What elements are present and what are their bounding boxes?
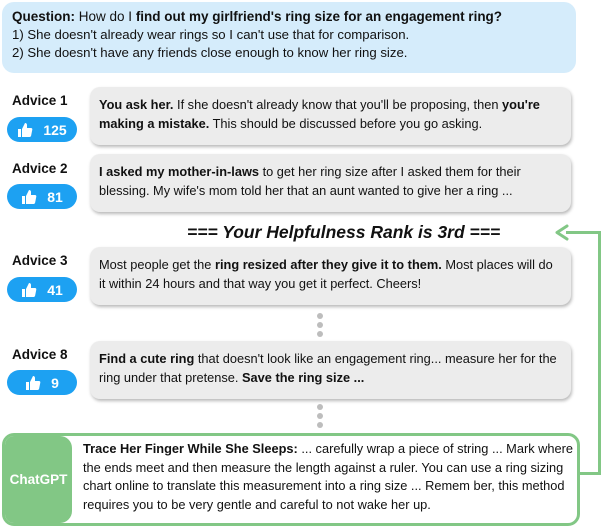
question-text-bold: find out my girlfriend's ring size for an engagement ring? [135,9,503,24]
question-box [2,2,576,73]
chatgpt-body: ... carefully wrap a piece of string ... Mark where the ends meet and then measure the length against a ruler. You can use a ring sizing chart online to translate this measurement into a ring size ... Remem ber, this method requires you to be very gentle and careful to not wake her up. [83,441,574,512]
thumbs-up-icon [21,282,37,298]
advice-2-box [90,154,571,212]
arrow-head-icon [553,224,571,241]
advice-8-text [99,351,557,385]
advice-1-like-count: 125 [43,121,67,138]
advice-1-label: Advice 1 [12,93,68,108]
advice-3-like-badge [7,277,77,302]
advice-3-part-3: Most places will do it within 24 hours and that way you get it perfect. Cheers! [99,257,553,291]
helpfulness-rank: === Your Helpfulness Rank is 3rd === [187,222,501,242]
thumbs-up-icon [17,122,33,138]
question-text-before: How do I [78,9,133,24]
advice-2-part-1: I asked my mother-in-laws [99,164,260,179]
advice-3-box [90,247,571,305]
advice-2-like-count: 81 [47,188,63,205]
advice-1-part-3: you're making a mistake. [99,97,540,131]
question-detail-2: 2) She doesn't have any friends close enough to know her ring size. [12,45,408,60]
chatgpt-tag: ChatGPT [5,436,72,523]
chatgpt-title: Trace Her Finger While She Sleeps: [83,441,298,456]
advice-8-box [90,341,571,399]
thumbs-up-icon [25,375,41,391]
advice-1-text [99,97,540,131]
question-detail-1: 1) She doesn't already wear rings so I can't use that for comparison. [12,27,410,42]
advice-8-part-3: Save the ring size ... [242,370,365,385]
advice-2-label: Advice 2 [12,161,68,176]
advice-3-part-2: ring resized after they give it to them. [214,257,442,272]
advice-8-part-1: Find a cute ring [99,351,195,366]
advice-8-label: Advice 8 [12,347,68,362]
chatgpt-text [83,440,575,514]
chatgpt-advice-box [2,433,580,526]
advice-1-box [90,87,571,145]
advice-8-like-badge [7,370,77,395]
advice-3-label: Advice 3 [12,253,68,268]
question-label: Question: [12,9,75,24]
advice-1-part-4: This should be discussed before you go asking. [209,116,483,131]
advice-1-part-1: You ask her. [99,97,174,112]
advice-2-part-2: to get her ring size after I asked them for their blessing. My wife's mom told her that an aunt wanted to give her a ring ... [99,164,521,198]
advice-1-like-badge [7,117,77,142]
ellipsis-dots [316,404,324,431]
advice-3-text [99,257,553,291]
advice-8-part-2: that doesn't look like an engagement ring... measure her for the ring under that pretense. [99,351,557,385]
thumbs-up-icon [21,189,37,205]
advice-8-like-count: 9 [51,374,59,391]
advice-3-part-1: Most people get the [99,257,215,272]
advice-1-part-2: If she doesn't already know that you'll be proposing, then [173,97,503,112]
ellipsis-dots [316,313,324,340]
advice-2-like-badge [7,184,77,209]
connector-line [566,231,601,234]
advice-2-text [99,164,521,198]
connector-line [598,231,601,475]
advice-3-like-count: 41 [47,281,63,298]
question-line [12,8,566,26]
